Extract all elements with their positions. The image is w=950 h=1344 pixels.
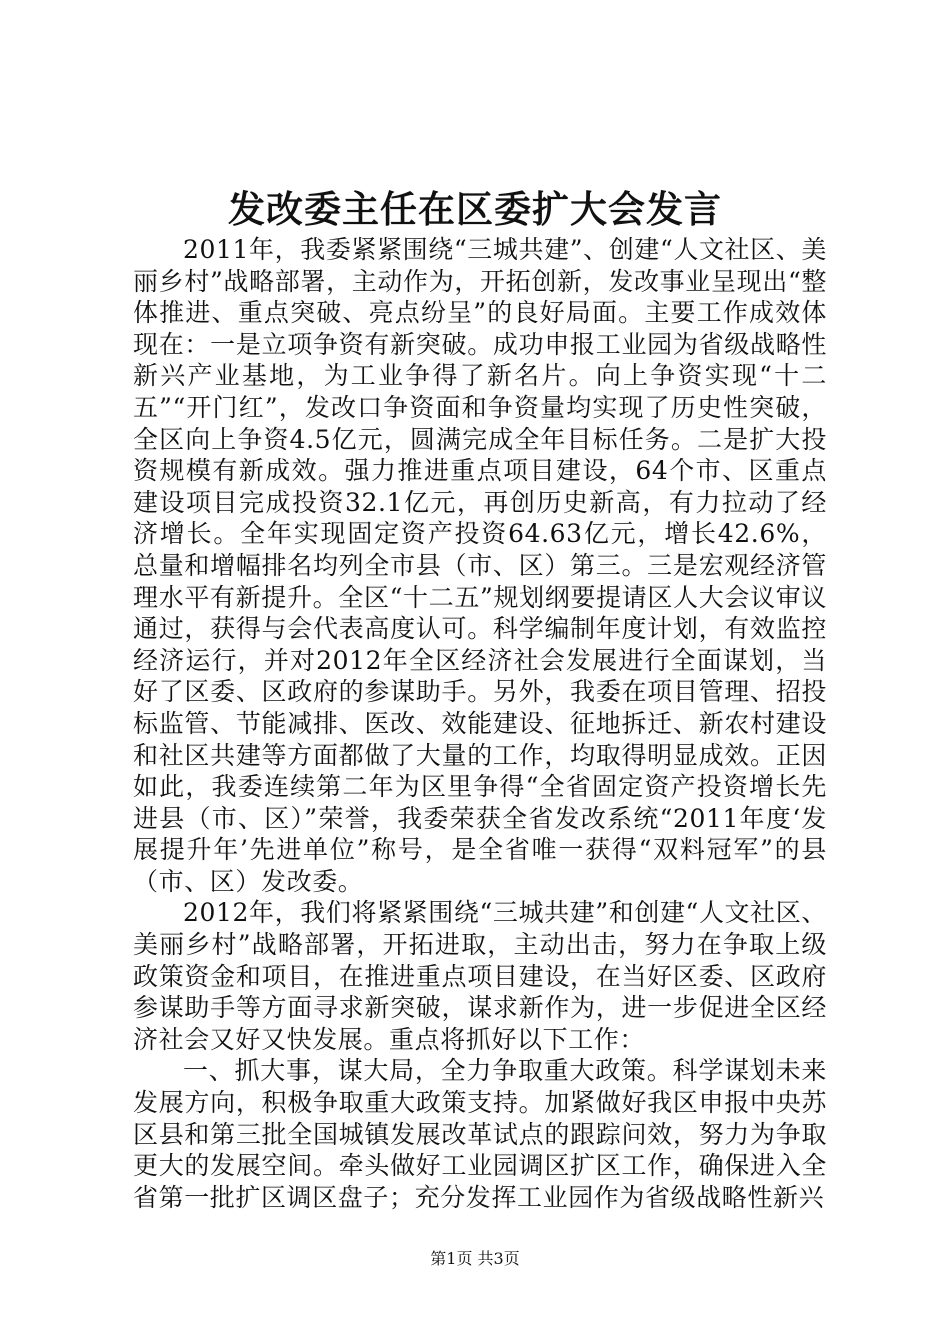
paragraph-3: 一、抓大事，谋大局，全力争取重大政策。科学谋划未来发展方向，积极争取重大政策支持。加紧做好我区申报中央苏区县和第三批全国城镇发展改革试点的跟踪问效，努力为争取更大的发展空间。牵头做好工业园调区扩区工作，确保进入全省第一批扩区调区盘子；充分发挥工业园作为省级战略性新兴 — [133, 1056, 827, 1212]
document-title: 发改委主任在区委扩大会发言 — [228, 187, 722, 231]
document-body — [133, 234, 827, 1213]
paragraph-2: 2012年，我们将紧紧围绕“三城共建”和创建“人文社区、美丽乡村”战略部署，开拓进取，主动出击，努力在争取上级政策资金和项目，在推进重点项目建设，在当好区委、区政府参谋助手等方面寻求新突破，谋求新作为，进一步促进全区经济社会又好又快发展。重点将抓好以下工作： — [133, 898, 827, 1054]
page-number-footer: 第1页 共3页 — [430, 1249, 520, 1268]
paragraph-1: 2011年，我委紧紧围绕“三城共建”、创建“人文社区、美丽乡村”战略部署，主动作为，开拓创新，发改事业呈现出“整体推进、重点突破、亮点纷呈”的良好局面。主要工作成效体现在：一是立项争资有新突破。成功申报工业园为省级战略性新兴产业基地，为工业争得了新名片。向上争资实现“十二五”“开门红”，发改口争资面和争资量均实现了历史性突破，全区向上争资4.5亿元，圆满完成全年目标任务。二是扩大投资规模有新成效。强力推进重点项目建设，64个市、区重点建设项目完成投资32.1亿元，再创历史新高，有力拉动了经济增长。全年实现固定资产投资64.63亿元，增长42.6%，总量和增幅排名均列全市县（市、区）第三。三是宏观经济管理水平有新提升。全区“十二五”规划纲要提请区人大会议审议通过，获得与会代表高度认可。科学编制年度计划，有效监控经济运行，并对2012年全区经济社会发展进行全面谋划，当好了区委、区政府的参谋助手。另外，我委在项目管理、招投标监管、节能减排、医改、效能建设、征地拆迁、新农村建设和社区共建等方面都做了大量的工作，均取得明显成效。正因如此，我委连续第二年为区里争得“全省固定资产投资增长先进县（市、区）”荣誉，我委荣获全省发改系统“2011年度‘发展提升年’先进单位”称号，是全省唯一获得“双料冠军”的县（市、区）发改委。 — [133, 235, 827, 896]
